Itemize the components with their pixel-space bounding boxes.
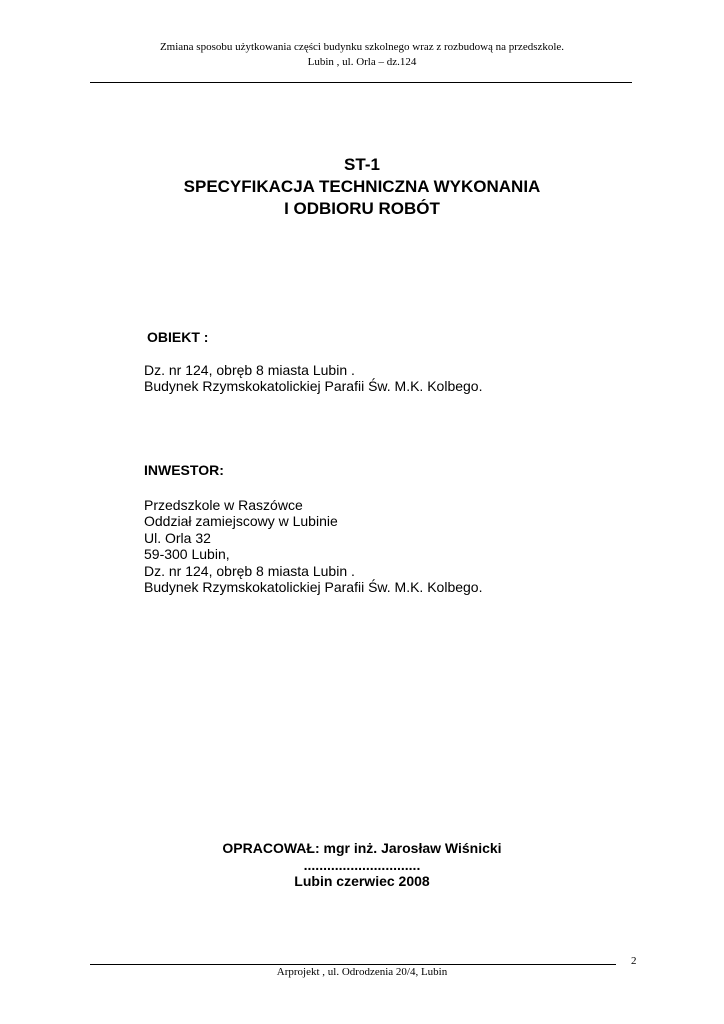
author-name: OPRACOWAŁ: mgr inż. Jarosław Wiśnicki — [222, 840, 502, 856]
header-line-2: Lubin , ul. Orla – dz.124 — [307, 56, 417, 68]
document-title — [0, 154, 724, 220]
obiekt-heading: OBIEKT : — [147, 329, 209, 345]
inwestor-line: Dz. nr 124, obręb 8 miasta Lubin . — [144, 562, 355, 579]
page-footer: Arprojekt , ul. Odrodzenia 20/4, Lubin — [276, 966, 448, 978]
author-block — [0, 840, 724, 890]
inwestor-heading: INWESTOR: — [144, 462, 224, 478]
footer-divider — [90, 964, 616, 965]
title-line-3: I ODBIORU ROBÓT — [284, 199, 440, 218]
inwestor-section — [144, 462, 482, 596]
obiekt-line: Budynek Rzymskokatolickiej Parafii Św. M.K. Kolbego. — [144, 378, 483, 394]
header-line-1: Zmiana sposobu użytkowania części budynku szkolnego wraz z rozbudową na przedszkole. — [159, 41, 565, 53]
header-divider — [90, 82, 632, 83]
obiekt-section — [144, 329, 482, 395]
inwestor-line: Oddział zamiejscowy w Lubinie — [144, 513, 338, 529]
title-code: ST-1 — [344, 155, 380, 174]
inwestor-line: 59-300 Lubin, — [144, 546, 230, 562]
place-date: Lubin czerwiec 2008 — [294, 873, 430, 889]
inwestor-line: Przedszkole w Raszówce — [144, 496, 303, 513]
inwestor-line: Budynek Rzymskokatolickiej Parafii Św. M.K. Kolbego. — [144, 579, 483, 595]
page-header — [0, 40, 724, 70]
page-number: 2 — [631, 955, 637, 967]
signature-dots: .............................. — [303, 856, 421, 873]
inwestor-line: Ul. Orla 32 — [144, 529, 211, 546]
title-line-2: SPECYFIKACJA TECHNICZNA WYKONANIA — [183, 177, 541, 196]
obiekt-line: Dz. nr 124, obręb 8 miasta Lubin . — [144, 361, 355, 378]
